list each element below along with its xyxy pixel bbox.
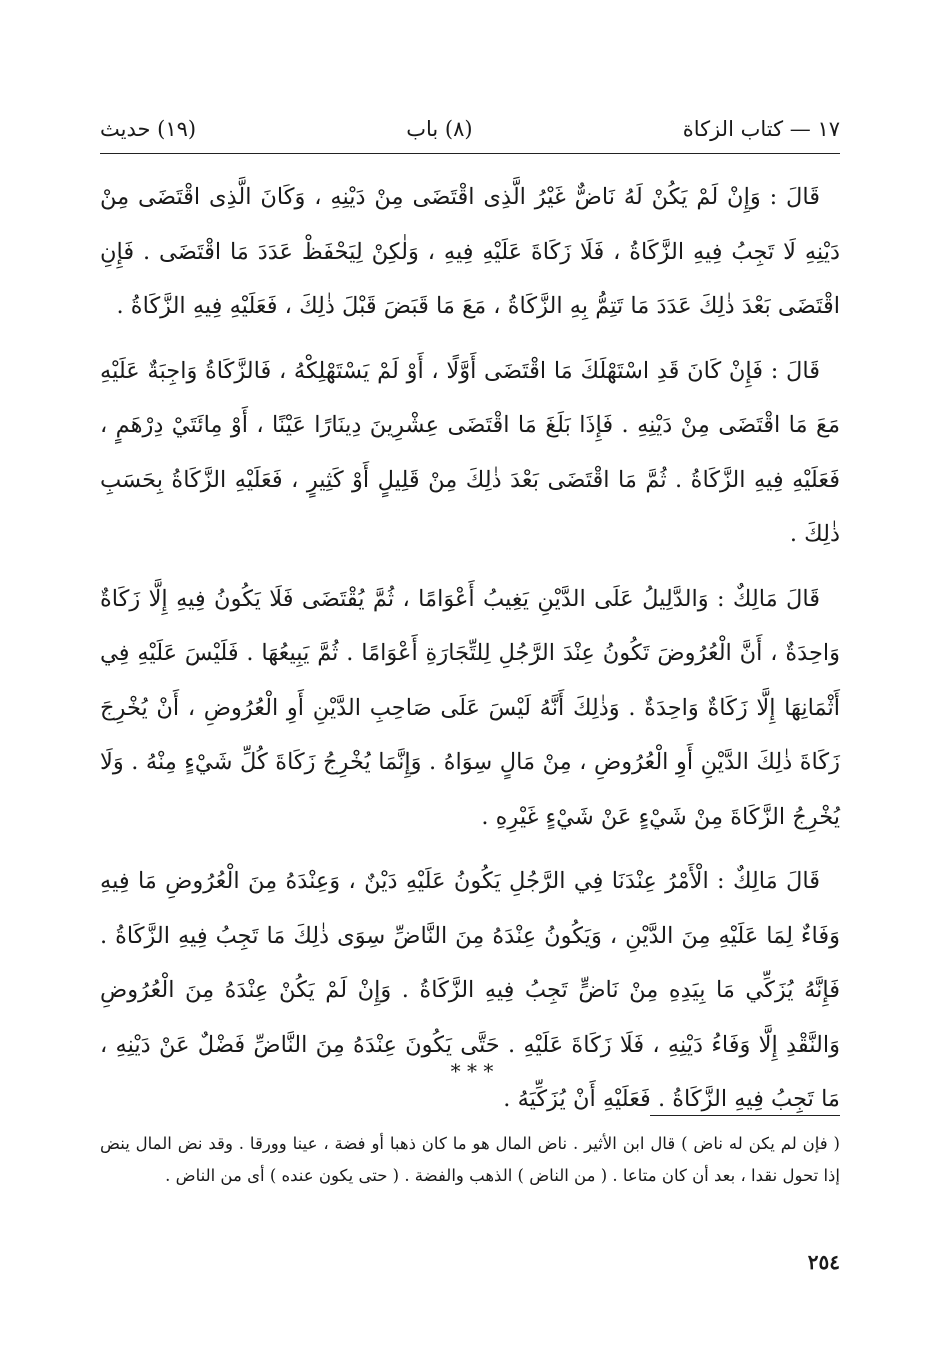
paragraph-4: قَالَ مَالِكٌ : الْأَمْرُ عِنْدَنَا فِي الرَّجُلِ يَكُونُ عَلَيْهِ دَيْنٌ ، وَعِنْدَهُ مِنَ الْعُرُوضِ مَا فِيهِ وَفَاءٌ لِمَا عَلَيْهِ مِنَ الدَّيْنِ ، وَيَكُونُ عِنْدَهُ مِنَ النَّاضِّ سِوَى ذٰلِكَ مَا تَجِبُ فِيهِ الزَّكَاةُ . فَإِنَّهُ يُزَكِّي مَا بِيَدِهِ مِنْ نَاضٍّ تَجِبُ فِيهِ الزَّكَاةُ . وَإِنْ لَمْ يَكُنْ عِنْدَهُ مِنَ الْعُرُوضِ وَالنَّقْدِ إِلَّا وَفَاءُ دَيْنِهِ ، فَلَا زَكَاةَ عَلَيْهِ . حَتَّى يَكُونَ عِنْدَهُ مِنَ النَّاضِّ فَضْلٌ عَنْ دَيْنِهِ ، مَا تَجِبُ فِيهِ الزَّكَاةُ . فَعَلَيْهِ أَنْ يُزَكِّيَهُ . [100, 868, 840, 1112]
paragraph-3: قَالَ مَالِكٌ : وَالدَّلِيلُ عَلَى الدَّيْنِ يَغِيبُ أَعْوَامًا ، ثُمَّ يُقْتَضَى فَلَا يَكُونُ فِيهِ إِلَّا زَكَاةٌ وَاحِدَةٌ ، أَنَّ الْعُرُوضَ تَكُونُ عِنْدَ الرَّجُلِ لِلتِّجَارَةِ أَعْوَامًا . ثُمَّ يَبِيعُهَا . فَلَيْسَ عَلَيْهِ فِي أَثْمَانِهَا إِلَّا زَكَاةٌ وَاحِدَةٌ . وَذٰلِكَ أَنَّهُ لَيْسَ عَلَى صَاحِبِ الدَّيْنِ أَوِ الْعُرُوضِ ، أَنْ يُخْرِجَ زَكَاةَ ذٰلِكَ الدَّيْنِ أَوِ الْعُرُوضِ ، مِنْ مَالٍ سِوَاهُ . وَإِنَّمَا يُخْرِجُ زَكَاةَ كُلِّ شَيْءٍ مِنْهُ . وَلَا يُخْرِجُ الزَّكَاةَ مِنْ شَيْءٍ عَنْ شَيْءٍ غَيْرِهِ . [100, 585, 840, 830]
hadith-count: (١٩) حديث [100, 117, 197, 141]
asterism-separator: * * * [450, 1059, 494, 1083]
chapter-label: (٨) باب [406, 117, 473, 141]
page-number: ٢٥٤ [807, 1250, 840, 1274]
paragraph-2: قَالَ : فَإِنْ كَانَ قَدِ اسْتَهْلَكَ مَا اقْتَضَى أَوَّلًا ، أَوْ لَمْ يَسْتَهْلِكْهُ ، فَالزَّكَاةُ وَاجِبَةٌ عَلَيْهِ مَعَ مَا اقْتَضَى مِنْ دَيْنِهِ . فَإِذَا بَلَغَ مَا اقْتَضَى عِشْرِينَ دِينَارًا عَيْنًا ، أَوْ مِائَتَيْ دِرْهَمٍ ، فَعَلَيْهِ فِيهِ الزَّكَاةُ . ثُمَّ مَا اقْتَضَى بَعْدَ ذٰلِكَ مِنْ قَلِيلٍ أَوْ كَثِيرٍ ، فَعَلَيْهِ الزَّكَاةُ بِحَسَبِ ذٰلِكَ . [100, 357, 840, 547]
header-rule [100, 153, 840, 154]
book-title: ١٧ — كتاب الزكاة [682, 117, 840, 141]
footnote-text: ( فإن لم يكن له ناض ) قال ابن الأثير . ناض المال هو ما كان ذهبا أو فضة ، عينا وورقا . وقد نض المال ينض إذا تحول نقدا ، بعد أن كان متاعا . ( من الناض ) الذهب والفضة . ( حتى يكون عنده ) أى من الناض . [100, 1134, 840, 1185]
footnote-rule [650, 1115, 840, 1116]
paragraph-1: قَالَ : وَإِنْ لَمْ يَكُنْ لَهُ نَاضٌّ غَيْرُ الَّذِى اقْتَضَى مِنْ دَيْنِهِ ، وَكَانَ الَّذِى اقْتَضَى مِنْ دَيْنِهِ لَا تَجِبُ فِيهِ الزَّكَاةُ ، فَلَا زَكَاةَ عَلَيْهِ فِيهِ ، وَلٰكِنْ لِيَحْفَظْ عَدَدَ مَا اقْتَضَى . فَإِنِ اقْتَضَى بَعْدَ ذٰلِكَ عَدَدَ مَا تَتِمُّ بِهِ الزَّكَاةُ ، مَعَ مَا قَبَضَ قَبْلَ ذٰلِكَ ، فَعَلَيْهِ فِيهِ الزَّكَاةُ . [100, 184, 840, 319]
main-text [100, 170, 840, 1137]
running-head [100, 112, 840, 146]
footnote [100, 1128, 840, 1192]
